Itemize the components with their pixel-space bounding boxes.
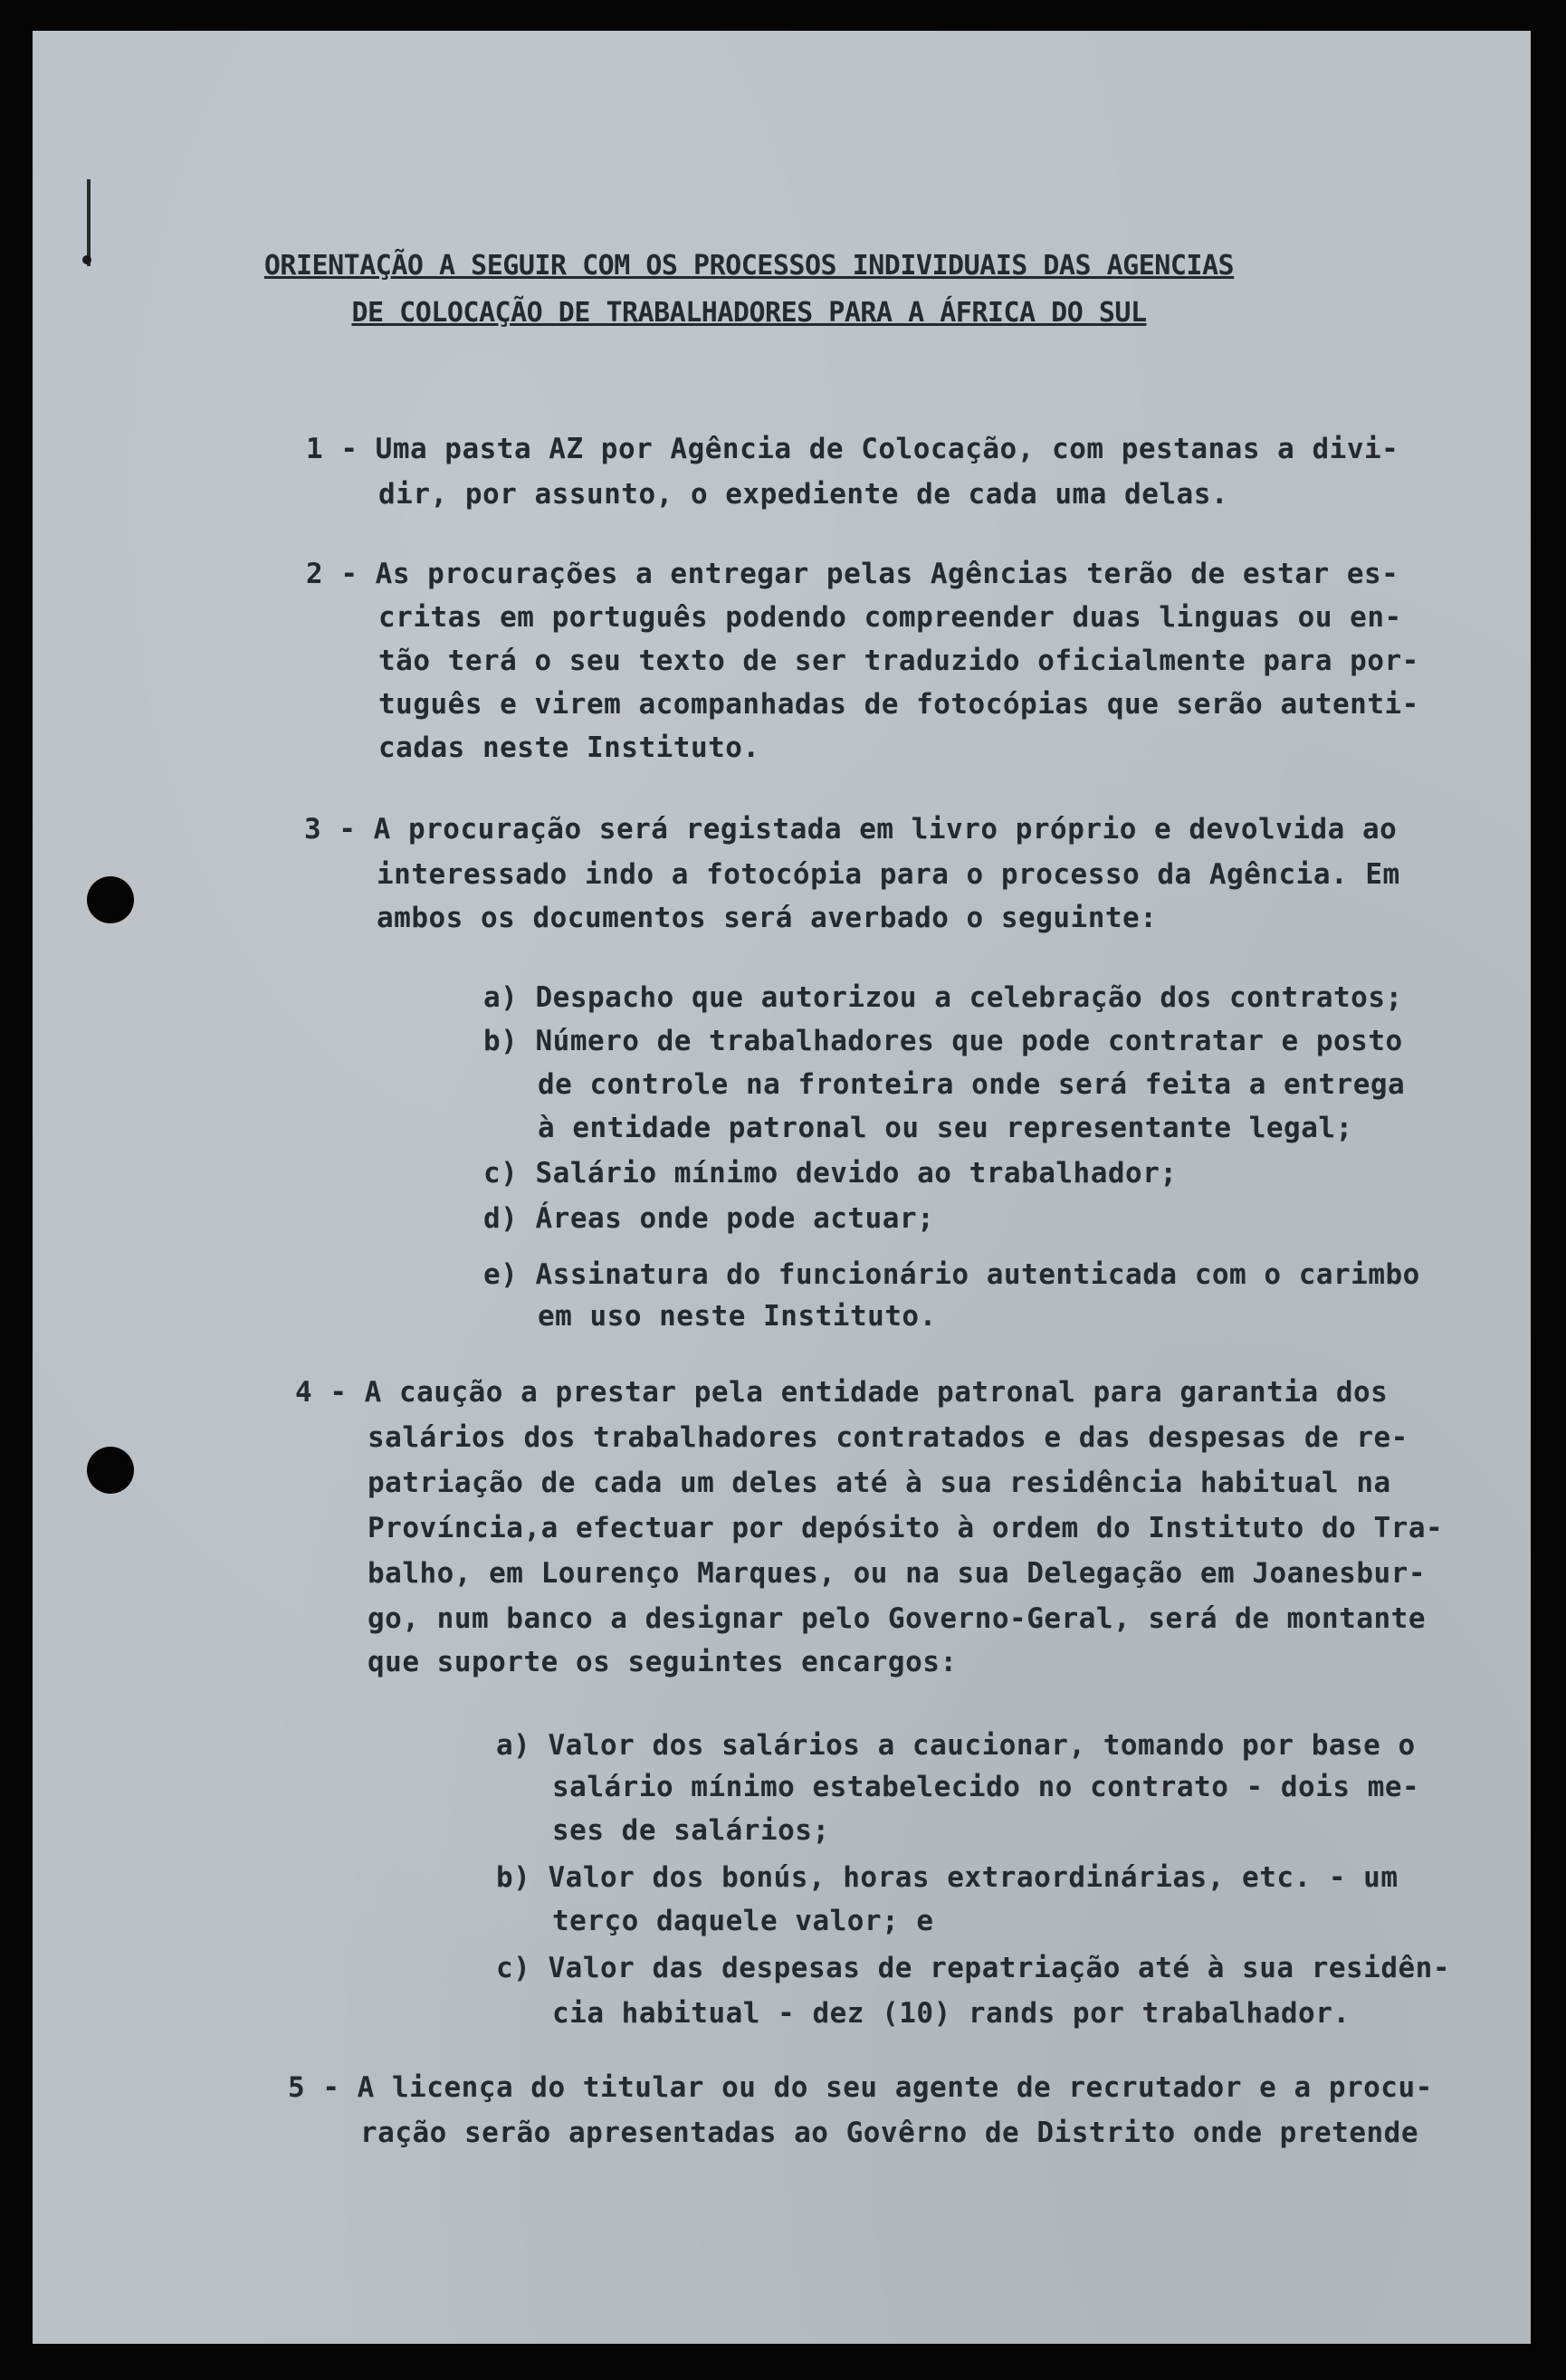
- paragraph-3-line: ambos os documentos será averbado o seguinte:: [377, 902, 1158, 934]
- paragraph-3-item-line: b) Número de trabalhadores que pode contratar e posto: [483, 1025, 1403, 1057]
- paragraph-4-line: 4 - A caução a prestar pela entidade patronal para garantia dos: [295, 1376, 1389, 1409]
- paragraph-4-item-line: terço daquele valor; e: [552, 1905, 934, 1937]
- paragraph-4-line: patriação de cada um deles até à sua residência habitual na: [368, 1467, 1391, 1499]
- paragraph-4-line: que suporte os seguintes encargos:: [368, 1646, 958, 1678]
- document-title-line-2: DE COLOCAÇÃO DE TRABALHADORES PARA A ÁFRICA DO SUL: [351, 297, 1147, 329]
- paragraph-4-line: Província,a efectuar por depósito à ordem do Instituto do Tra-: [368, 1512, 1444, 1544]
- paragraph-2-line: 2 - As procurações a entregar pelas Agências terão de estar es-: [306, 558, 1399, 590]
- paragraph-4-item-line: salário mínimo estabelecido no contrato - dois me-: [552, 1771, 1420, 1803]
- paragraph-3-line: 3 - A procuração será registada em livro próprio e devolvida ao: [304, 813, 1398, 846]
- paragraph-3-item-line: à entidade patronal ou seu representante legal;: [538, 1112, 1353, 1144]
- document-title-line-1: ORIENTAÇÃO A SEGUIR COM OS PROCESSOS INDIVIDUAIS DAS AGENCIAS: [263, 250, 1235, 282]
- paragraph-3-item-line: em uso neste Instituto.: [538, 1300, 937, 1333]
- paragraph-4-line: balho, em Lourenço Marques, ou na sua Delegação em Joanesbur-: [368, 1557, 1426, 1590]
- paragraph-4-item-line: cia habitual - dez (10) rands por trabalhador.: [552, 1997, 1351, 2030]
- paragraph-1-line: 1 - Uma pasta AZ por Agência de Colocação, com pestanas a divi-: [306, 433, 1399, 465]
- paragraph-3-item-line: d) Áreas onde pode actuar;: [483, 1202, 935, 1235]
- punch-hole-upper: [87, 876, 134, 923]
- paragraph-5-line: 5 - A licença do titular ou do seu agente de recrutador e a procu-: [288, 2071, 1433, 2104]
- paragraph-3-item-line: de controle na fronteira onde será feita a entrega: [538, 1068, 1406, 1101]
- paragraph-4-line: salários dos trabalhadores contratados e das despesas de re-: [368, 1421, 1408, 1454]
- paragraph-3-item-line: a) Despacho que autorizou a celebração dos contratos;: [483, 981, 1403, 1014]
- paragraph-1-line: dir, por assunto, o expediente de cada uma delas.: [378, 478, 1229, 511]
- paragraph-5-line: ração serão apresentadas ao Govêrno de Distrito onde pretende: [360, 2117, 1418, 2149]
- paragraph-4-item-line: c) Valor das despesas de repatriação até à sua residên-: [496, 1952, 1450, 1984]
- punch-hole-lower: [87, 1447, 134, 1494]
- paragraph-2-line: tão terá o seu texto de ser traduzido oficialmente para por-: [378, 645, 1419, 677]
- paragraph-3-item-line: c) Salário mínimo devido ao trabalhador;: [483, 1157, 1178, 1190]
- paragraph-2-line: cadas neste Instituto.: [378, 731, 760, 764]
- paragraph-3-line: interessado indo a fotocópia para o processo da Agência. Em: [377, 858, 1400, 891]
- paragraph-2-line: critas em português podendo compreender duas linguas ou en-: [378, 601, 1402, 634]
- paragraph-3-item-line: e) Assinatura do funcionário autenticada com o carimbo: [483, 1258, 1420, 1291]
- paragraph-4-item-line: ses de salários;: [552, 1814, 830, 1847]
- paragraph-4-item-line: a) Valor dos salários a caucionar, tomando por base o: [496, 1729, 1416, 1762]
- paragraph-4-item-line: b) Valor dos bonús, horas extraordinárias, etc. - um: [496, 1861, 1399, 1894]
- paragraph-4-line: go, num banco a designar pelo Governo-Geral, será de montante: [368, 1602, 1426, 1635]
- paragraph-2-line: tuguês e virem acompanhadas de fotocópias que serão autenti-: [378, 688, 1419, 721]
